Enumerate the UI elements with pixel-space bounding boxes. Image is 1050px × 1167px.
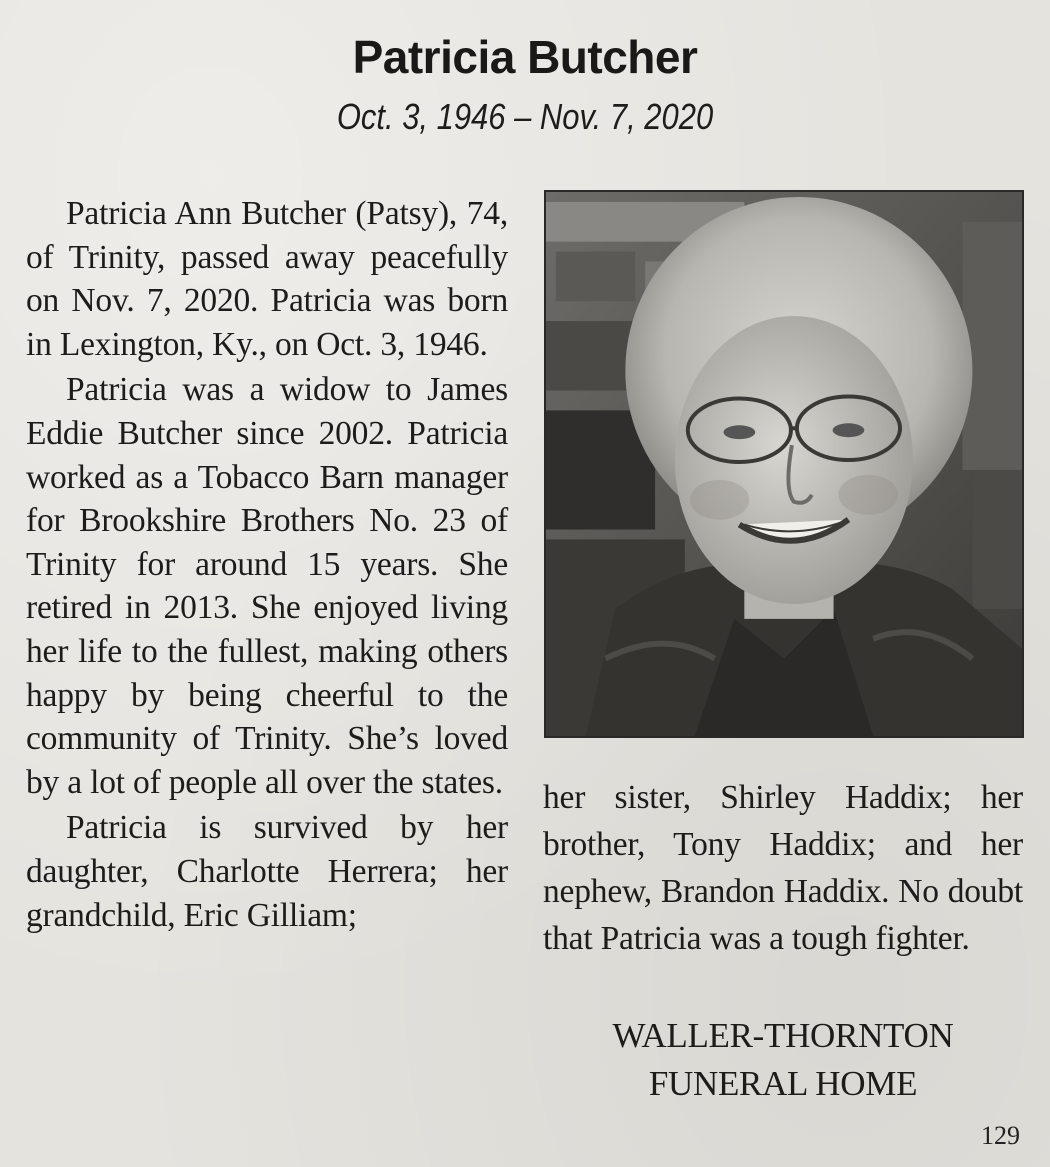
paragraph-life: Patricia was a widow to James Eddie Butcher since 2002. Patricia worked as a Tobacco Barn manager for Brookshire Brothers No. 23 of Trinity for around 15 years. She retired in 2013. She enjoyed living her life to the fullest, making others happy by being cheerful to the community of Trinity. She’s loved by a lot of people all over the states.: [26, 371, 508, 801]
funeral-home-line1: WALLER-THORNTON: [612, 1016, 954, 1055]
right-column: [543, 774, 1023, 962]
page-number: 129: [981, 1121, 1020, 1150]
funeral-home-line2: FUNERAL HOME: [648, 1064, 918, 1103]
obituary-dates: Oct. 3, 1946 – Nov. 7, 2020: [336, 96, 714, 137]
portrait-photo: [544, 190, 1024, 738]
paragraph-intro: Patricia Ann Butcher (Patsy), 74, of Trinity, passed away peacefully on Nov. 7, 2020. Patricia was born in Lexington, Ky., on Oct. 3, 1946.: [26, 195, 508, 363]
paragraph-survivors: Patricia is survived by her daughter, Charlotte Herrera; her grandchild, Eric Gilliam;: [26, 809, 508, 934]
left-column: [26, 192, 508, 937]
paragraph-survivors-continued: her sister, Shirley Haddix; her brother, Tony Haddix; and her nephew, Brandon Haddix. No doubt that Patricia was a tough fighter.: [543, 779, 1023, 957]
funeral-home: [543, 1012, 1023, 1108]
obituary-title: Patricia Butcher: [352, 31, 698, 83]
